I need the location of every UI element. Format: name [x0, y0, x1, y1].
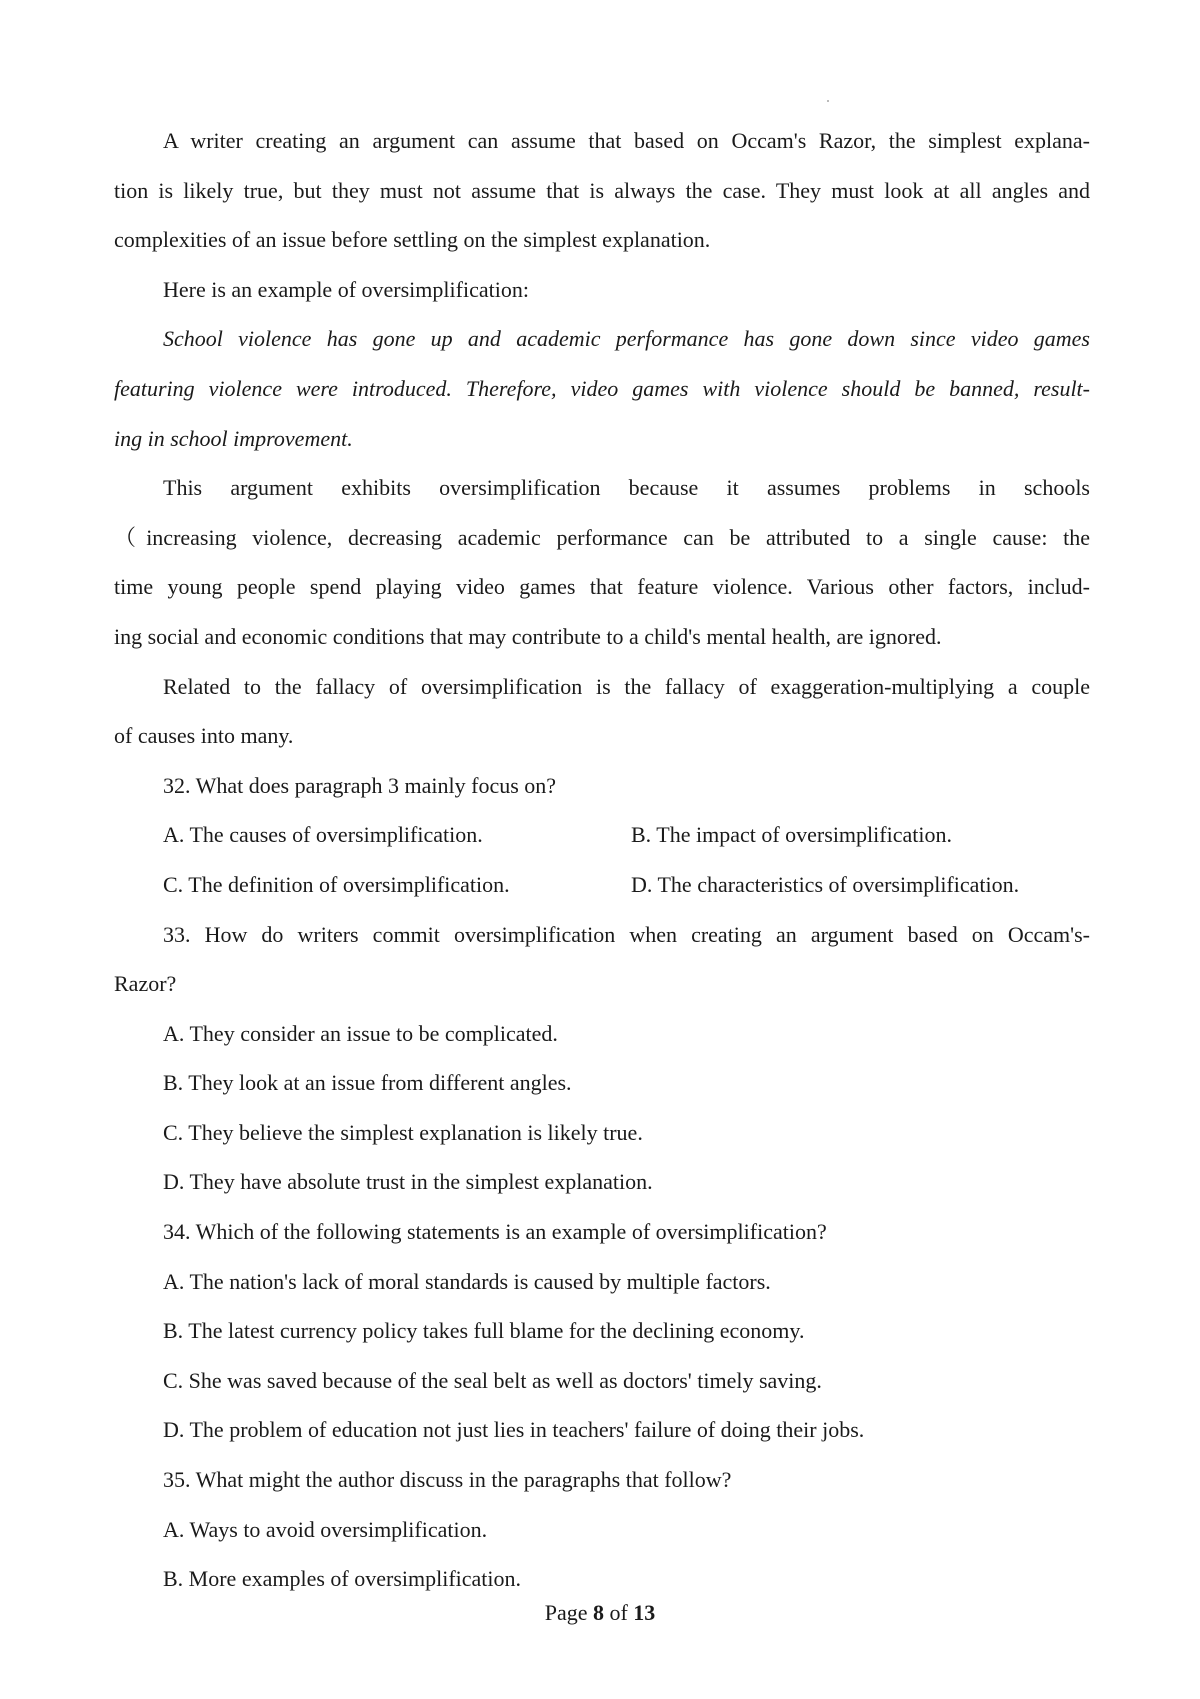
option-c: C. The definition of oversimplification. — [163, 871, 510, 897]
option-row — [114, 860, 1090, 910]
current-page-number: 8 — [592, 1600, 604, 1625]
text-line: School violence has gone up and academic performance has gone down since video games — [163, 326, 1090, 352]
total-page-number: 13 — [633, 1600, 656, 1625]
option-c: C. She was saved because of the seal belt as well as doctors' timely saving. — [163, 1367, 822, 1393]
text-line: ing in school improvement. — [114, 425, 353, 451]
paragraph-analysis — [114, 463, 1090, 661]
page-footer — [0, 1598, 1200, 1628]
question-stem-continued: Razor? — [114, 971, 177, 997]
option-d: D. The problem of education not just lies in teachers' failure of doing their jobs. — [163, 1417, 865, 1443]
option-d: D. They have absolute trust in the simplest explanation. — [163, 1169, 653, 1195]
question-stem: 35. What might the author discuss in the paragraphs that follow? — [163, 1467, 732, 1493]
option-a: A. The nation's lack of moral standards is caused by multiple factors. — [163, 1268, 771, 1294]
page-content — [114, 116, 1090, 1604]
text-line: Related to the fallacy of oversimplification is the fallacy of exaggeration-multiplying a couple — [163, 673, 1090, 699]
text-line: （increasing violence, decreasing academic performance can be attributed to a single cause: the — [114, 524, 1090, 550]
text-line: of causes into many. — [114, 723, 294, 749]
question-stem: 33. How do writers commit oversimplification when creating an argument based on Occam's- — [163, 921, 1090, 947]
option-a: A. The causes of oversimplification. — [163, 822, 483, 848]
text-line: This argument exhibits oversimplification because it assumes problems in schools — [163, 475, 1090, 501]
example-quote — [114, 314, 1090, 463]
question-33 — [114, 910, 1090, 1208]
text-line: complexities of an issue before settling on the simplest explanation. — [114, 227, 711, 253]
question-stem: 32. What does paragraph 3 mainly focus on? — [163, 772, 557, 798]
paragraph-example-intro: Here is an example of oversimplification: — [163, 276, 529, 302]
option-a: A. Ways to avoid oversimplification. — [163, 1516, 488, 1542]
question-stem: 34. Which of the following statements is an example of oversimplification? — [163, 1219, 827, 1245]
text-line: A writer creating an argument can assume that based on Occam's Razor, the simplest explana- — [163, 128, 1090, 153]
option-b: B. The impact of oversimplification. — [631, 822, 952, 848]
page-label: Page — [544, 1600, 588, 1625]
paragraph-occams-razor — [114, 116, 1090, 265]
text-line: tion is likely true, but they must not assume that is always the case. They must look at all angles and — [114, 177, 1090, 203]
text-line: featuring violence were introduced. Therefore, video games with violence should be banned, result- — [114, 375, 1090, 401]
option-b: B. More examples of oversimplification. — [163, 1566, 522, 1592]
option-d: D. The characteristics of oversimplification. — [631, 871, 1020, 897]
text-line: ing social and economic conditions that may contribute to a child's mental health, are ignored. — [114, 623, 942, 649]
option-b: B. They look at an issue from different angles. — [163, 1070, 572, 1096]
page-of-label: of — [609, 1600, 628, 1625]
question-34 — [114, 1207, 1090, 1455]
scan-speck — [827, 100, 829, 102]
question-35 — [114, 1455, 1090, 1604]
option-b: B. The latest currency policy takes full blame for the declining economy. — [163, 1318, 805, 1344]
option-row — [114, 810, 1090, 860]
option-a: A. They consider an issue to be complicated. — [163, 1020, 558, 1046]
text-line: time young people spend playing video games that feature violence. Various other factors, includ- — [114, 574, 1090, 600]
paragraph-exaggeration — [114, 662, 1090, 761]
question-32 — [114, 761, 1090, 910]
option-c: C. They believe the simplest explanation is likely true. — [163, 1119, 643, 1145]
